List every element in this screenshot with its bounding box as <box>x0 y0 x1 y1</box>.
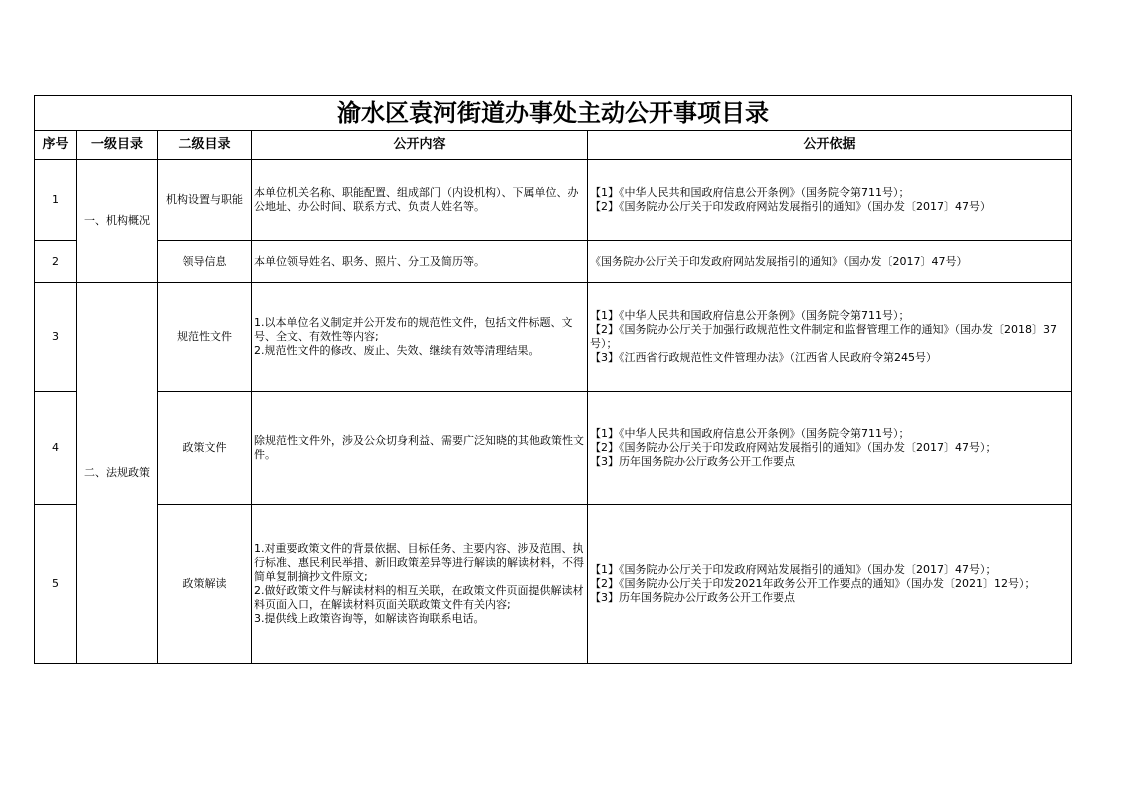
row-seq: 3 <box>35 283 77 392</box>
header-level2: 二级目录 <box>158 131 252 160</box>
content-line: 本单位领导姓名、职务、照片、分工及简历等。 <box>254 254 485 268</box>
page-title: 渝水区袁河街道办事处主动公开事项目录 <box>35 96 1072 131</box>
row-content <box>252 160 588 241</box>
row-basis <box>588 505 1072 664</box>
basis-line: 【1】《中华人民共和国政府信息公开条例》（国务院令第711号）； <box>590 309 910 322</box>
basis-line: 【2】《国务院办公厅关于印发政府网站发展指引的通知》（国办发〔2017〕47号）； <box>590 441 997 454</box>
content-line: 除规范性文件外，涉及公众切身利益、需要广泛知晓的其他政策性文件。 <box>254 434 584 461</box>
row-content <box>252 505 588 664</box>
content-line: 1.以本单位名义制定并公开发布的规范性文件，包括文件标题、文号、全文、有效性等内容; <box>254 316 573 343</box>
group-label: 二、法规政策 <box>77 283 158 664</box>
basis-line: 【1】《中华人民共和国政府信息公开条例》（国务院令第711号）； <box>590 427 910 440</box>
header-content: 公开内容 <box>252 131 588 160</box>
table-row <box>35 505 1072 664</box>
content-line: 1.对重要政策文件的背景依据、目标任务、主要内容、涉及范围、执行标准、惠民利民举措、新旧政策差异等进行解读的解读材料，不得简单复制摘抄文件原文; <box>254 542 584 583</box>
row-basis <box>588 392 1072 505</box>
basis-line: 【3】历年国务院办公厅政务公开工作要点 <box>590 455 795 468</box>
table-row <box>35 241 1072 283</box>
header-level1: 一级目录 <box>77 131 158 160</box>
row-seq: 2 <box>35 241 77 283</box>
row-seq: 1 <box>35 160 77 241</box>
row-level2: 规范性文件 <box>158 283 252 392</box>
basis-line: 《国务院办公厅关于印发政府网站发展指引的通知》（国办发〔2017〕47号） <box>590 254 968 268</box>
basis-line: 【2】《国务院办公厅关于加强行政规范性文件制定和监督管理工作的通知》（国办发〔2018〕37号）； <box>590 323 1057 350</box>
basis-line: 【1】《国务院办公厅关于印发政府网站发展指引的通知》（国办发〔2017〕47号）； <box>590 563 997 576</box>
row-content <box>252 283 588 392</box>
basis-line: 【3】《江西省行政规范性文件管理办法》（江西省人民政府令第245号） <box>590 351 937 364</box>
table-row <box>35 392 1072 505</box>
row-seq: 4 <box>35 392 77 505</box>
content-line: 3.提供线上政策咨询等，如解读咨询联系电话。 <box>254 612 485 625</box>
basis-line: 【2】《国务院办公厅关于印发政府网站发展指引的通知》（国办发〔2017〕47号） <box>590 200 991 213</box>
group-label: 一、机构概况 <box>77 160 158 283</box>
catalog-table <box>34 95 1072 664</box>
row-level2: 领导信息 <box>158 241 252 283</box>
content-line: 本单位机关名称、职能配置、组成部门（内设机构）、下属单位、办公地址、办公时间、联系方式、负责人姓名等。 <box>254 186 579 213</box>
basis-line: 【1】《中华人民共和国政府信息公开条例》（国务院令第711号）； <box>590 186 910 199</box>
row-basis <box>588 241 1072 283</box>
row-content <box>252 392 588 505</box>
table-row <box>35 160 1072 241</box>
row-level2: 政策文件 <box>158 392 252 505</box>
header-seq: 序号 <box>35 131 77 160</box>
row-basis <box>588 283 1072 392</box>
table-row <box>35 283 1072 392</box>
content-line: 2.做好政策文件与解读材料的相互关联，在政策文件页面提供解读材料页面入口，在解读材料页面关联政策文件有关内容; <box>254 584 584 611</box>
header-basis: 公开依据 <box>588 131 1072 160</box>
row-level2: 政策解读 <box>158 505 252 664</box>
basis-line: 【2】《国务院办公厅关于印发2021年政务公开工作要点的通知》（国办发〔2021〕12号）； <box>590 577 1036 590</box>
row-level2: 机构设置与职能 <box>158 160 252 241</box>
row-basis <box>588 160 1072 241</box>
basis-line: 【3】历年国务院办公厅政务公开工作要点 <box>590 591 795 604</box>
header-row <box>35 131 1072 160</box>
content-line: 2.规范性文件的修改、废止、失效、继续有效等清理结果。 <box>254 344 540 357</box>
row-seq: 5 <box>35 505 77 664</box>
row-content <box>252 241 588 283</box>
